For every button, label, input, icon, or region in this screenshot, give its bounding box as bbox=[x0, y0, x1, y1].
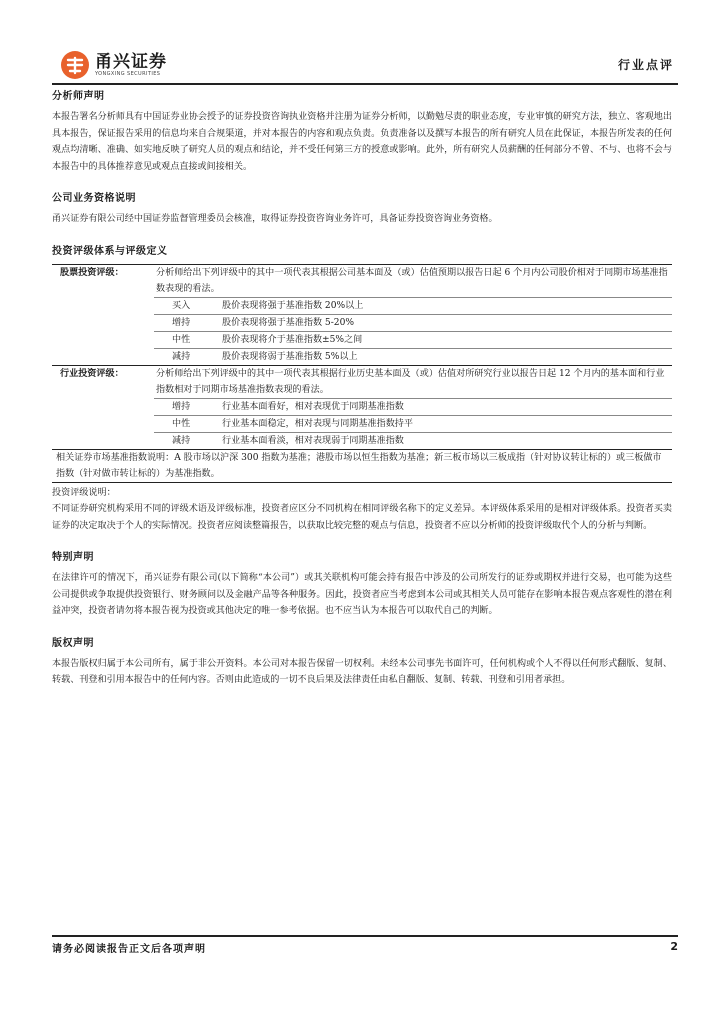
industry-rating-desc: 分析师给出下列评级中的其中一项代表其根据行业历史基本面及（或）估值对所研究行业以报告日起 12 个月内的基本面和行业指数相对于同期市场基准指数表现的看法。 bbox=[154, 365, 672, 398]
qualification-title: 公司业务资格说明 bbox=[52, 193, 136, 204]
footer-divider bbox=[52, 935, 678, 937]
industry-level-row bbox=[52, 415, 672, 432]
qualification-text: 甬兴证券有限公司经中国证券监督管理委员会核准，取得证券投资咨询业务许可，具备证券投资咨询业务资格。 bbox=[52, 214, 498, 224]
level-name: 中性 bbox=[172, 334, 191, 345]
rating-system-title: 投资评级体系与评级定义 bbox=[52, 245, 168, 257]
stock-level-row bbox=[52, 297, 672, 314]
benchmark-note: 相关证券市场基准指数说明：A 股市场以沪深 300 指数为基准；港股市场以恒生指数为基准；新三板市场以三板成指（针对协议转让标的）或三板做市指数（针对做市转让标的）为基准指数。 bbox=[52, 449, 672, 482]
level-name: 减持 bbox=[172, 351, 191, 362]
level-name: 增持 bbox=[172, 317, 191, 328]
analyst-statement-text: 本报告署名分析师具有中国证券业协会授予的证券投资咨询执业资格并注册为证券分析师，以勤勉尽责的职业态度，专业审慎的研究方法，独立、客观地出具本报告，保证报告采用的信息均来自合规渠道，并对本报告的内容和观点负责。负责准备以及撰写本报告的所有研究人员在此保证，本报告所发表的任何观点均清晰、准确、如实地反映了研究人员的观点和结论，并不受任何第三方的授意或影响。此外，所有研究人员薪酬的任何部分不曾、不与、也将不会与本报告中的具体推荐意见或观点直接或间接相关。 bbox=[52, 112, 672, 172]
stock-rating-desc: 分析师给出下列评级中的其中一项代表其根据公司基本面及（或）估值预期以报告日起 6 个月内公司股价相对于同期市场基准指数表现的看法。 bbox=[154, 264, 672, 297]
level-name: 中性 bbox=[172, 418, 191, 429]
report-type-label: 行业点评 bbox=[617, 58, 674, 72]
stock-level-row bbox=[52, 314, 672, 331]
page-header bbox=[52, 44, 678, 84]
level-name: 买入 bbox=[172, 300, 191, 311]
stock-rating-row bbox=[52, 264, 672, 297]
copyright-text: 本报告版权归属于本公司所有，属于非公开资料。本公司对本报告保留一切权利。未经本公司事先书面许可，任何机构或个人不得以任何形式翻版、复制、转载、刊登和引用本报告中的任何内容。否则由此造成的一切不良后果及法律责任由私自翻版、复制、转载、刊登和引用者承担。 bbox=[52, 658, 672, 685]
footer-notice: 请务必阅读报告正文后各项声明 bbox=[52, 944, 206, 955]
level-text: 股价表现将强于基准指数 5-20% bbox=[222, 317, 354, 328]
company-logo-icon bbox=[60, 50, 90, 80]
copyright-title: 版权声明 bbox=[52, 637, 94, 649]
stock-level-row bbox=[52, 331, 672, 348]
rating-explain-title: 投资评级说明： bbox=[52, 487, 116, 498]
level-text: 行业基本面看好，相对表现优于同期基准指数 bbox=[222, 401, 404, 412]
logo-name-cn: 甬兴证券 bbox=[95, 51, 167, 72]
page-number: 2 bbox=[670, 940, 678, 953]
stock-rating-label: 股票投资评级： bbox=[52, 264, 154, 297]
industry-level-row bbox=[52, 398, 672, 415]
level-text: 行业基本面稳定，相对表现与同期基准指数持平 bbox=[222, 418, 413, 429]
header-divider bbox=[52, 83, 678, 85]
analyst-statement-title: 分析师声明 bbox=[52, 91, 105, 102]
rating-definition-table bbox=[52, 264, 672, 483]
industry-rating-label: 行业投资评级： bbox=[52, 365, 154, 398]
level-text: 股价表现将强于基准指数 20%以上 bbox=[222, 300, 364, 311]
benchmark-note-row bbox=[52, 449, 672, 482]
industry-level-row bbox=[52, 432, 672, 449]
special-statement-title: 特别声明 bbox=[52, 552, 94, 563]
company-logo bbox=[60, 50, 167, 80]
level-text: 股价表现将弱于基准指数 5%以上 bbox=[222, 351, 358, 362]
special-statement-text: 在法律许可的情况下，甬兴证券有限公司(以下简称“本公司”）或其关联机构可能会持有报告中涉及的公司所发行的证券或期权并进行交易，也可能为这些公司提供或争取提供投资银行、财务顾问以及金融产品等各种服务。因此，投资者应当考虑到本公司或其相关人员可能存在影响本报告观点客观性的潜在利益冲突，投资者请勿将本报告视为投资或其他决定的唯一参考依据。也不应当认为本报告可以取代自己的判断。 bbox=[52, 573, 672, 616]
industry-rating-row bbox=[52, 365, 672, 398]
level-name: 增持 bbox=[172, 401, 191, 412]
level-text: 行业基本面看淡，相对表现弱于同期基准指数 bbox=[222, 435, 404, 446]
level-text: 股价表现将介于基准指数±5%之间 bbox=[222, 334, 363, 345]
stock-level-row bbox=[52, 348, 672, 365]
level-name: 减持 bbox=[172, 435, 191, 446]
disclaimer-content bbox=[52, 90, 672, 689]
logo-name-en: YONGXING SECURITIES bbox=[95, 70, 161, 77]
rating-explain-text: 不同证券研究机构采用不同的评级术语及评级标准，投资者应区分不同机构在相同评级名称下的定义差异。本评级体系采用的是相对评级体系。投资者买卖证券的决定取决于个人的实际情况。投资者应阅读整篇报告，以获取比较完整的观点与信息，投资者不应以分析师的投资评级取代个人的分析与判断。 bbox=[52, 504, 672, 531]
